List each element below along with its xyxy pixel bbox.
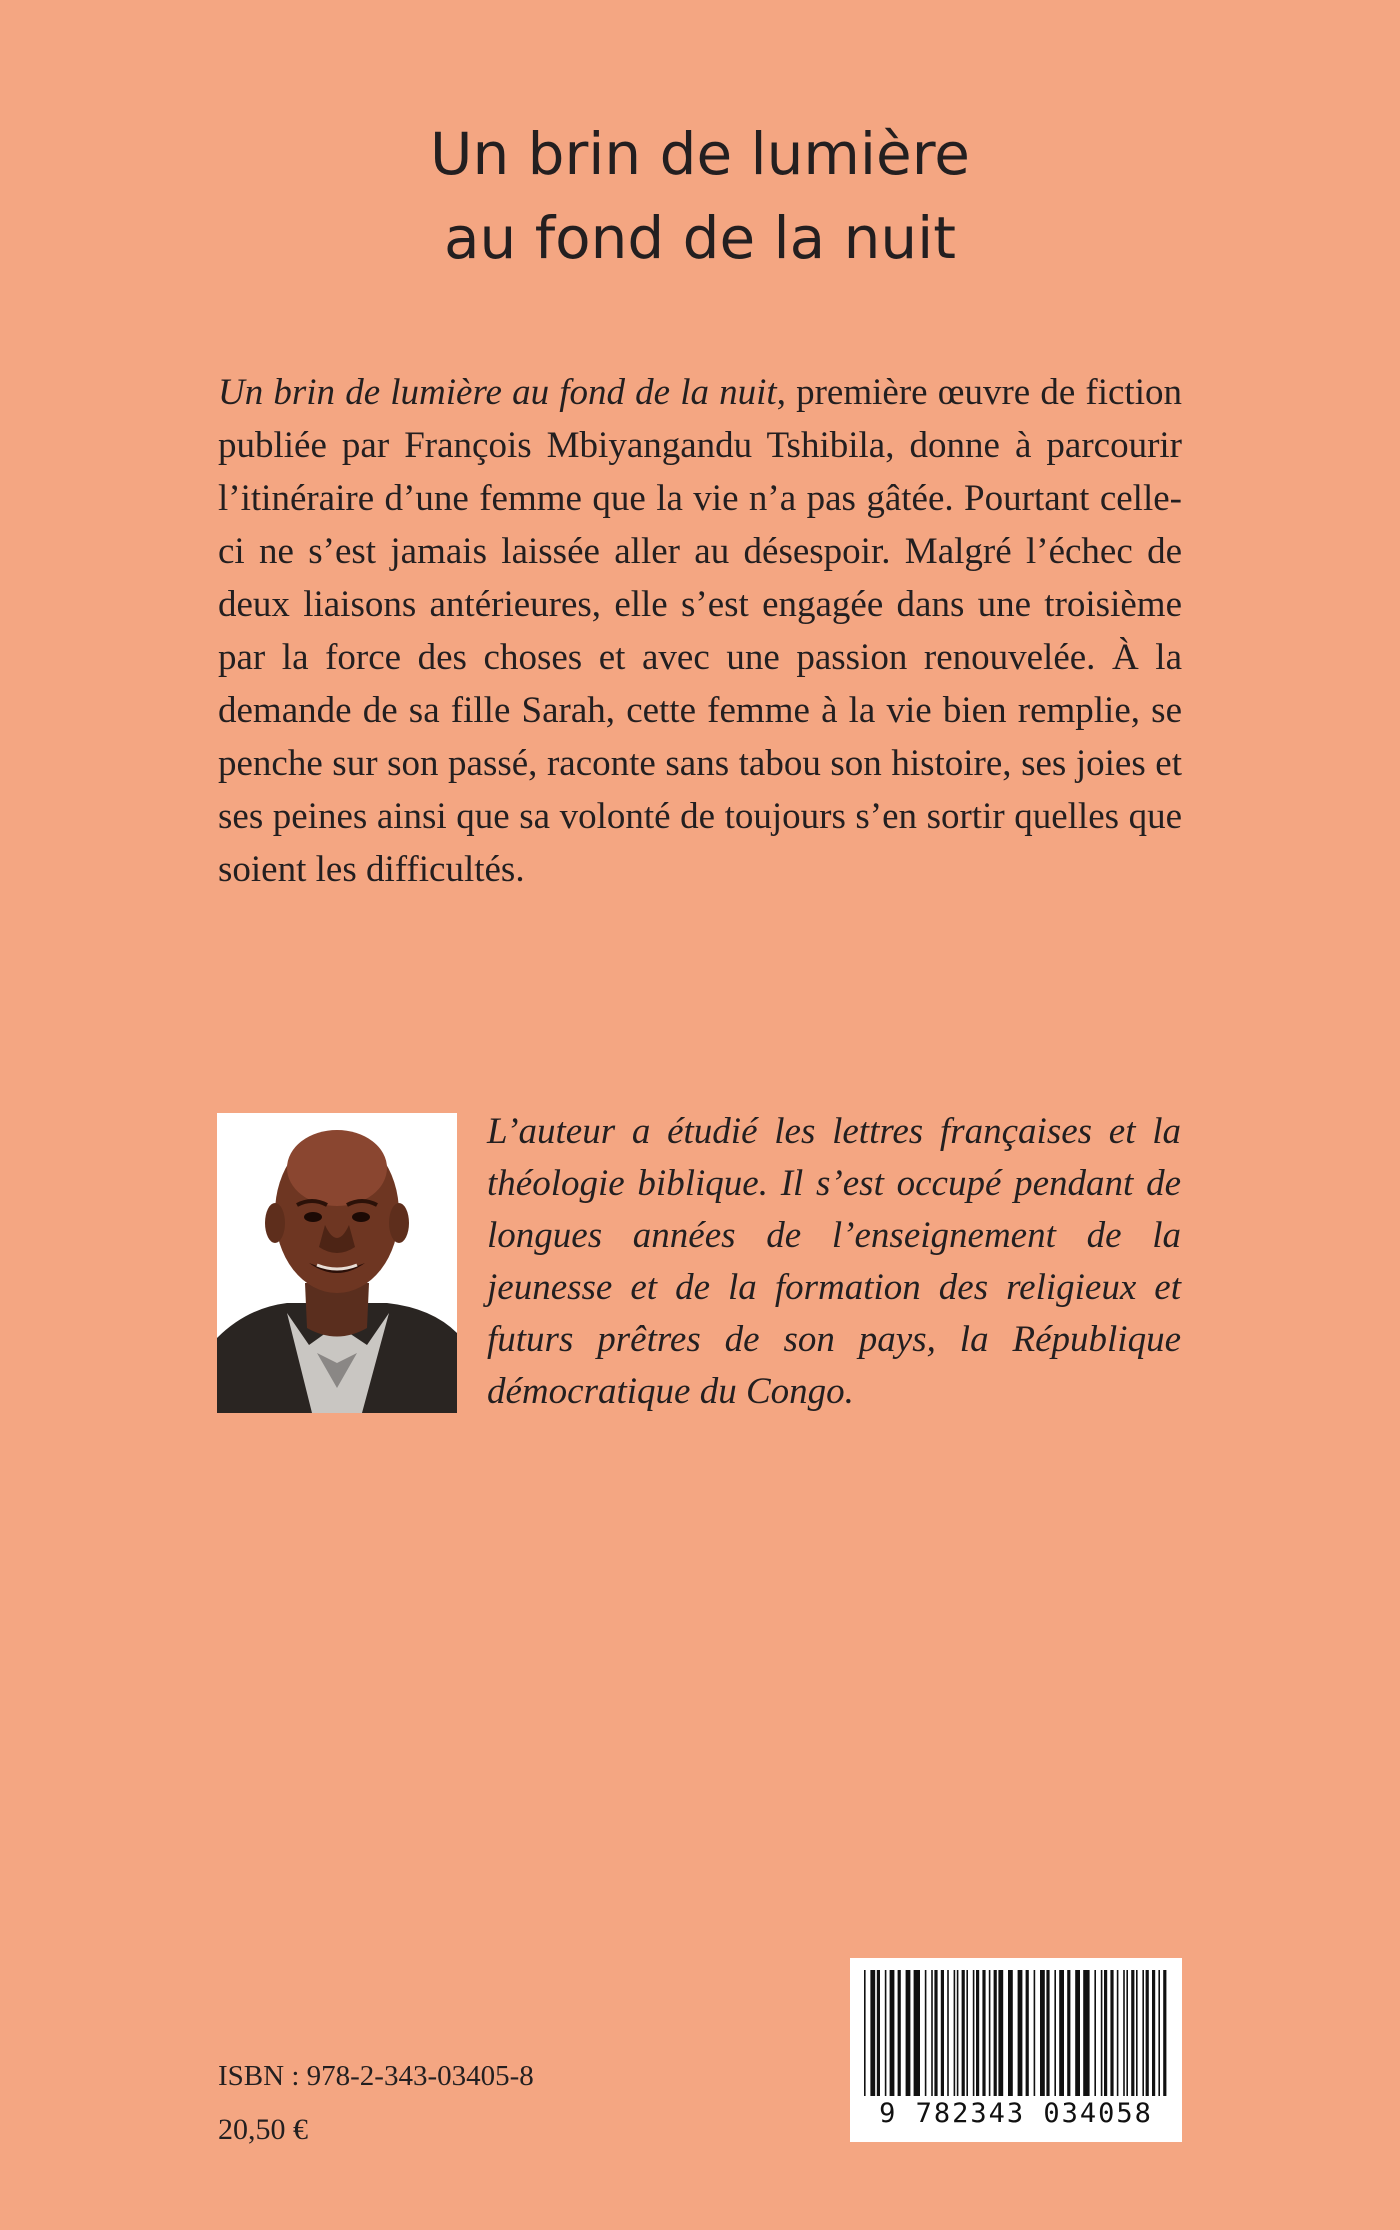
- barcode-bar: [998, 1970, 1003, 2096]
- barcode-bar: [1040, 1970, 1045, 2096]
- barcode-bar: [1075, 1970, 1080, 2096]
- barcode-bar: [931, 1970, 933, 2096]
- barcode-bar: [870, 1970, 875, 2096]
- barcode-bar: [982, 1970, 985, 2096]
- barcode-bar: [1054, 1970, 1056, 2096]
- barcode-bar: [1026, 1970, 1029, 2096]
- barcode: [850, 1958, 1182, 2142]
- barcode-bar: [1083, 1970, 1089, 2096]
- author-portrait-icon: [217, 1113, 457, 1413]
- summary-text: , première œuvre de fiction publiée par François Mbiyangandu Tshibila, donne à parcourir l’itinéraire d’une femme que la vie n’a pas gâtée. Pourtant celle-ci ne s’est jamais laissée aller au désespoir. Malgré l’échec de deux liaisons antérieures, elle s’est engagée dans une troisième par la force des choses et avec une passion renouvelée. À la demande de sa fille Sarah, cette femme à la vie bien remplie, se penche sur son passé, raconte sans tabou son histoire, ses joies et ses peines ainsi que sa volonté de toujours s’en sortir quelles que soient les difficultés.: [218, 372, 1182, 890]
- summary-italic-title: Un brin de lumière au fond de la nuit: [218, 372, 777, 413]
- book-title-line-1: Un brin de lumière: [430, 120, 970, 188]
- barcode-bar: [1142, 1970, 1144, 2096]
- barcode-bar: [1059, 1970, 1064, 2096]
- book-summary: [218, 366, 1182, 896]
- barcode-bar: [1152, 1970, 1155, 2096]
- barcode-bar: [906, 1970, 911, 2096]
- barcode-bar: [864, 1970, 866, 2096]
- barcode-bar: [954, 1970, 956, 2096]
- barcode-bar: [1110, 1970, 1113, 2096]
- author-photo: [217, 1113, 457, 1413]
- barcode-bar: [976, 1970, 979, 2096]
- barcode-bar: [1104, 1970, 1107, 2096]
- barcode-bar: [1158, 1970, 1160, 2096]
- barcode-bar: [1018, 1970, 1023, 2096]
- barcode-bar: [914, 1970, 920, 2096]
- book-title-line-2: au fond de la nuit: [443, 204, 957, 272]
- book-title: [0, 112, 1400, 280]
- barcode-bar: [1123, 1970, 1125, 2096]
- barcode-bar: [989, 1970, 991, 2096]
- barcode-bar: [925, 1970, 927, 2096]
- barcode-bar: [1046, 1970, 1049, 2096]
- barcode-bar: [994, 1970, 997, 2096]
- barcode-bar: [1136, 1970, 1138, 2096]
- isbn: ISBN : 978-2-343-03405-8: [218, 2060, 534, 2092]
- barcode-bar: [941, 1970, 944, 2096]
- barcode-bar: [1094, 1970, 1096, 2096]
- barcode-bar: [962, 1970, 965, 2096]
- barcode-bar: [1008, 1970, 1013, 2096]
- barcode-bar: [1163, 1970, 1166, 2096]
- barcode-digits: 9 782343 034058: [879, 2098, 1153, 2129]
- barcode-bar: [1146, 1970, 1149, 2096]
- barcode-bar: [890, 1970, 895, 2096]
- barcode-bar: [966, 1970, 968, 2096]
- barcode-bar: [934, 1970, 937, 2096]
- barcode-bar: [1131, 1970, 1134, 2096]
- barcode-bar: [898, 1970, 901, 2096]
- barcode-bar: [973, 1970, 975, 2096]
- barcode-bar: [1126, 1970, 1128, 2096]
- barcode-bar: [1101, 1970, 1103, 2096]
- barcode-bar: [947, 1970, 949, 2096]
- price: 20,50 €: [218, 2113, 308, 2146]
- author-bio: L’auteur a étudié les lettres françaises et la théologie biblique. Il s’est occupé pendant de longues années de l’enseignement de la jeunesse et de la formation des religieux et futurs prêtres de son pays, la République démocratique du Congo.: [487, 1111, 1181, 1412]
- barcode-bar: [1067, 1970, 1070, 2096]
- barcode-bar: [877, 1970, 880, 2096]
- barcode-bar: [885, 1970, 887, 2096]
- barcode-bar: [1034, 1970, 1036, 2096]
- barcode-bar: [957, 1970, 959, 2096]
- barcode-bar: [1117, 1970, 1119, 2096]
